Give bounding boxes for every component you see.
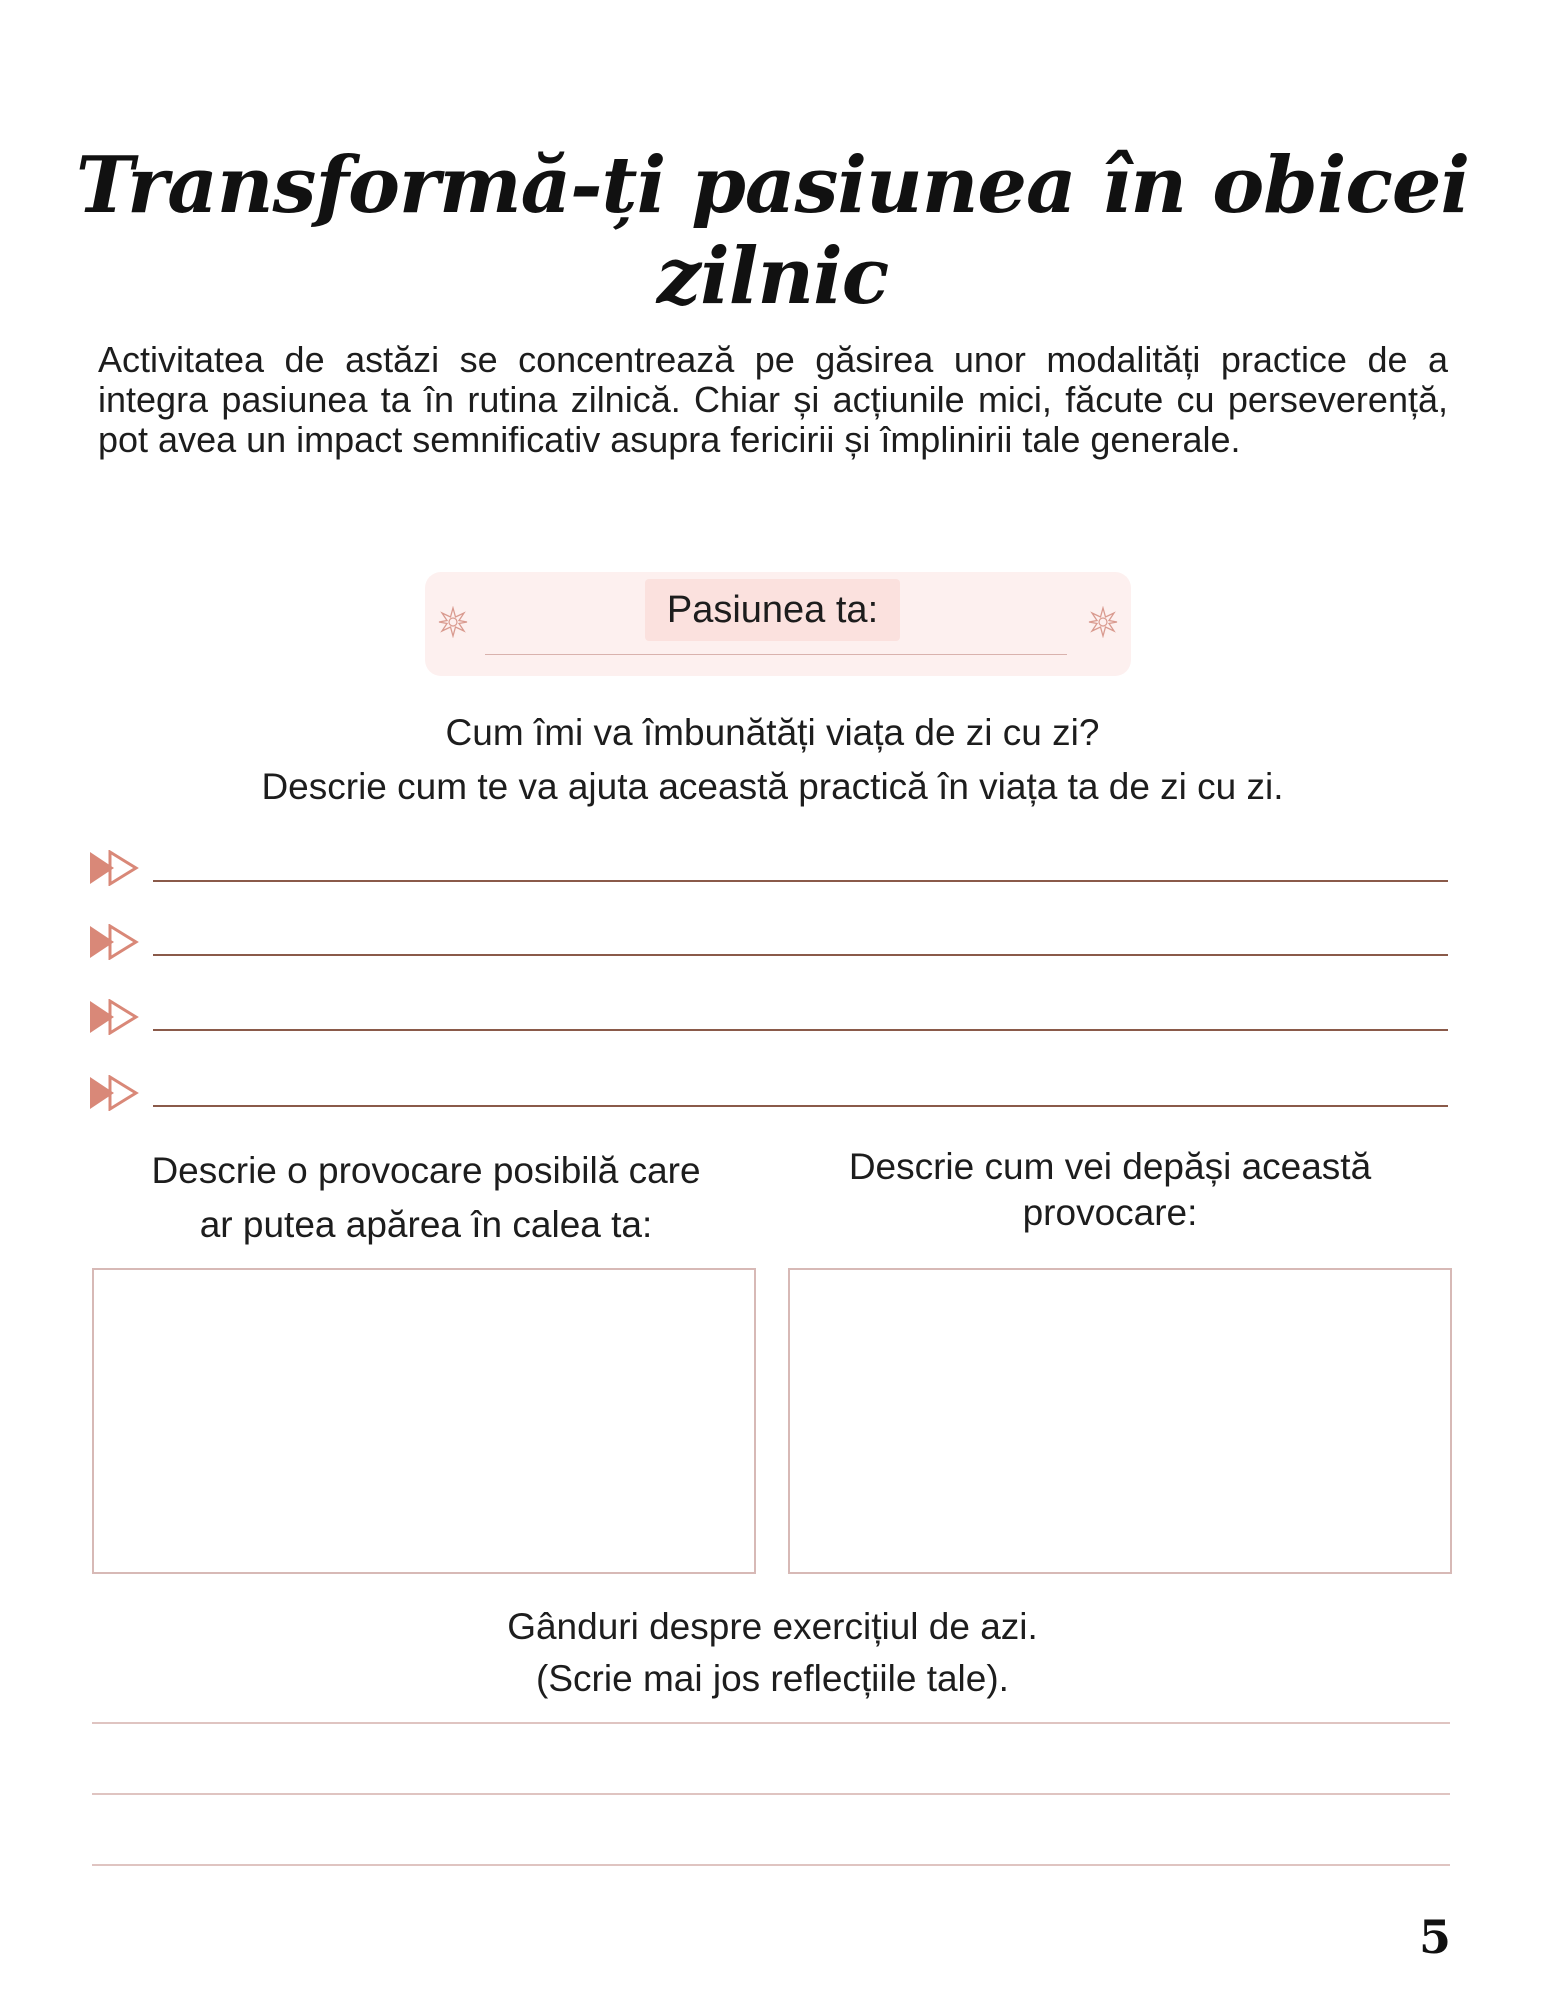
double-play-arrow-icon (88, 850, 140, 886)
overcome-label-line: provocare: (1022, 1192, 1198, 1233)
page-title: Transformă-ți pasiunea în obicei zilnic (75, 140, 1470, 322)
challenge-label-line: Descrie o provocare posibilă care (151, 1150, 701, 1191)
overcome-label-line: Descrie cum vei depăși această (848, 1146, 1372, 1187)
improvement-prompt: Descrie cum te va ajuta această practică în viața ta de zi cu zi. (261, 766, 1284, 807)
answer-line[interactable] (153, 880, 1448, 882)
passion-field-box (425, 572, 1131, 676)
reflection-line[interactable] (92, 1793, 1450, 1795)
improvement-question: Cum îmi va îmbunătăți viața de zi cu zi? (445, 712, 1100, 753)
improvement-answer-row[interactable] (88, 842, 1448, 892)
star-burst-icon (437, 606, 469, 638)
star-burst-icon (1087, 606, 1119, 638)
double-play-arrow-icon (88, 999, 140, 1035)
challenge-label-line: ar putea apărea în calea ta: (199, 1204, 653, 1245)
reflection-line[interactable] (92, 1864, 1450, 1866)
page-number: 5 (1418, 1910, 1451, 1964)
answer-line[interactable] (153, 1029, 1448, 1031)
challenge-answer-box[interactable] (92, 1268, 756, 1574)
double-play-arrow-icon (88, 924, 140, 960)
reflection-line[interactable] (92, 1722, 1450, 1724)
challenge-label (116, 1144, 736, 1252)
intro-paragraph: Activitatea de astăzi se concentrează pe găsirea unor modalități practice de a integra pasiunea ta în rutina zilnică. Chiar și acțiunile mici, făcute cu perseverență, pot avea un impact semnificativ asupra fericirii și împlinirii tale generale. (98, 339, 1448, 460)
improvement-answer-row[interactable] (88, 1067, 1448, 1117)
passion-label: Pasiunea ta: (645, 579, 900, 641)
answer-line[interactable] (153, 1105, 1448, 1107)
answer-line[interactable] (153, 954, 1448, 956)
passion-input-line[interactable] (485, 654, 1067, 655)
improvement-answer-row[interactable] (88, 991, 1448, 1041)
reflection-subtitle: (Scrie mai jos reflecțiile tale). (536, 1658, 1009, 1699)
overcome-answer-box[interactable] (788, 1268, 1452, 1574)
improvement-answer-row[interactable] (88, 916, 1448, 966)
reflection-title: Gânduri despre exercițiul de azi. (507, 1606, 1038, 1647)
overcome-label (800, 1144, 1420, 1236)
double-play-arrow-icon (88, 1075, 140, 1111)
